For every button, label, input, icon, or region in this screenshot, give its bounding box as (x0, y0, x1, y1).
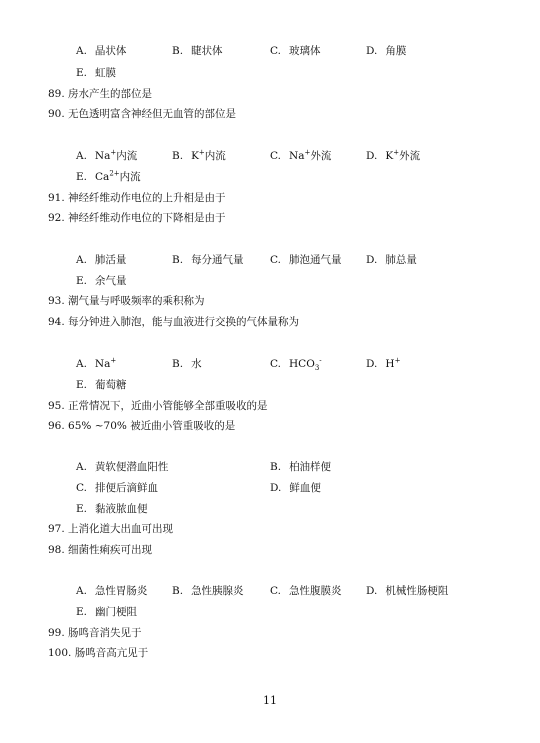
question-91: 91. 神经纤维动作电位的上升相是由于 (48, 192, 226, 204)
option-b: B. 柏油样便 (270, 461, 332, 473)
option-a: A. 急性胃肠炎 (76, 585, 148, 597)
page-number: 11 (263, 694, 277, 707)
question-94: 94. 每分钟进入肺泡，能与血液进行交换的气体量称为 (48, 316, 300, 328)
option-e: E. 黏液脓血便 (76, 503, 148, 515)
option-c: C. 急性腹膜炎 (270, 585, 342, 597)
option-a: A. Na+ (76, 356, 117, 370)
option-d: D. H+ (366, 356, 401, 370)
option-c: C. 玻璃体 (270, 45, 321, 57)
option-a: A. 黄软便潜血阳性 (76, 461, 169, 473)
question-98: 98. 细菌性痢疾可出现 (48, 544, 153, 556)
question-96: 96. 65% ~70% 被近曲小管重吸收的是 (48, 420, 236, 432)
option-e: E. 虹膜 (76, 67, 117, 79)
option-a: A. 晶状体 (76, 45, 127, 57)
option-c: C. 排便后滴鲜血 (76, 482, 158, 494)
option-b: B. 水 (172, 358, 202, 370)
option-b: B. 急性胰腺炎 (172, 585, 244, 597)
question-89: 89. 房水产生的部位是 (48, 88, 153, 100)
question-90: 90. 无色透明富含神经但无血管的部位是 (48, 108, 237, 120)
option-d: D. 鲜血便 (270, 482, 321, 494)
option-c: C. 肺泡通气量 (270, 254, 342, 266)
option-e: E. 幽门梗阻 (76, 606, 138, 618)
option-d: D. 肺总量 (366, 254, 417, 266)
option-a: A. Na+内流 (76, 148, 138, 162)
question-97: 97. 上消化道大出血可出现 (48, 523, 174, 535)
option-b: B. 每分通气量 (172, 254, 244, 266)
question-93: 93. 潮气量与呼吸频率的乘积称为 (48, 295, 205, 307)
question-95: 95. 正常情况下，近曲小管能够全部重吸收的是 (48, 400, 268, 412)
option-c: C. Na+外流 (270, 148, 332, 162)
option-b: B. 睫状体 (172, 45, 223, 57)
option-e: E. 葡萄糖 (76, 379, 127, 391)
option-d: D. 角膜 (366, 45, 407, 57)
option-d: D. K+外流 (366, 148, 421, 162)
option-e: E. $Ca^{2+}$内流 (76, 169, 141, 183)
option-b: B. K+内流 (172, 148, 226, 162)
option-e: E. 余气量 (76, 275, 127, 287)
option-d: D. 机械性肠梗阻 (366, 585, 449, 597)
question-99: 99. 肠鸣音消失见于 (48, 627, 142, 639)
option-a: A. 肺活量 (76, 254, 127, 266)
question-92: 92. 神经纤维动作电位的下降相是由于 (48, 212, 226, 224)
option-c: C. $HCO_3^-$ (270, 356, 322, 373)
question-100: 100. 肠鸣音高亢见于 (48, 647, 149, 659)
